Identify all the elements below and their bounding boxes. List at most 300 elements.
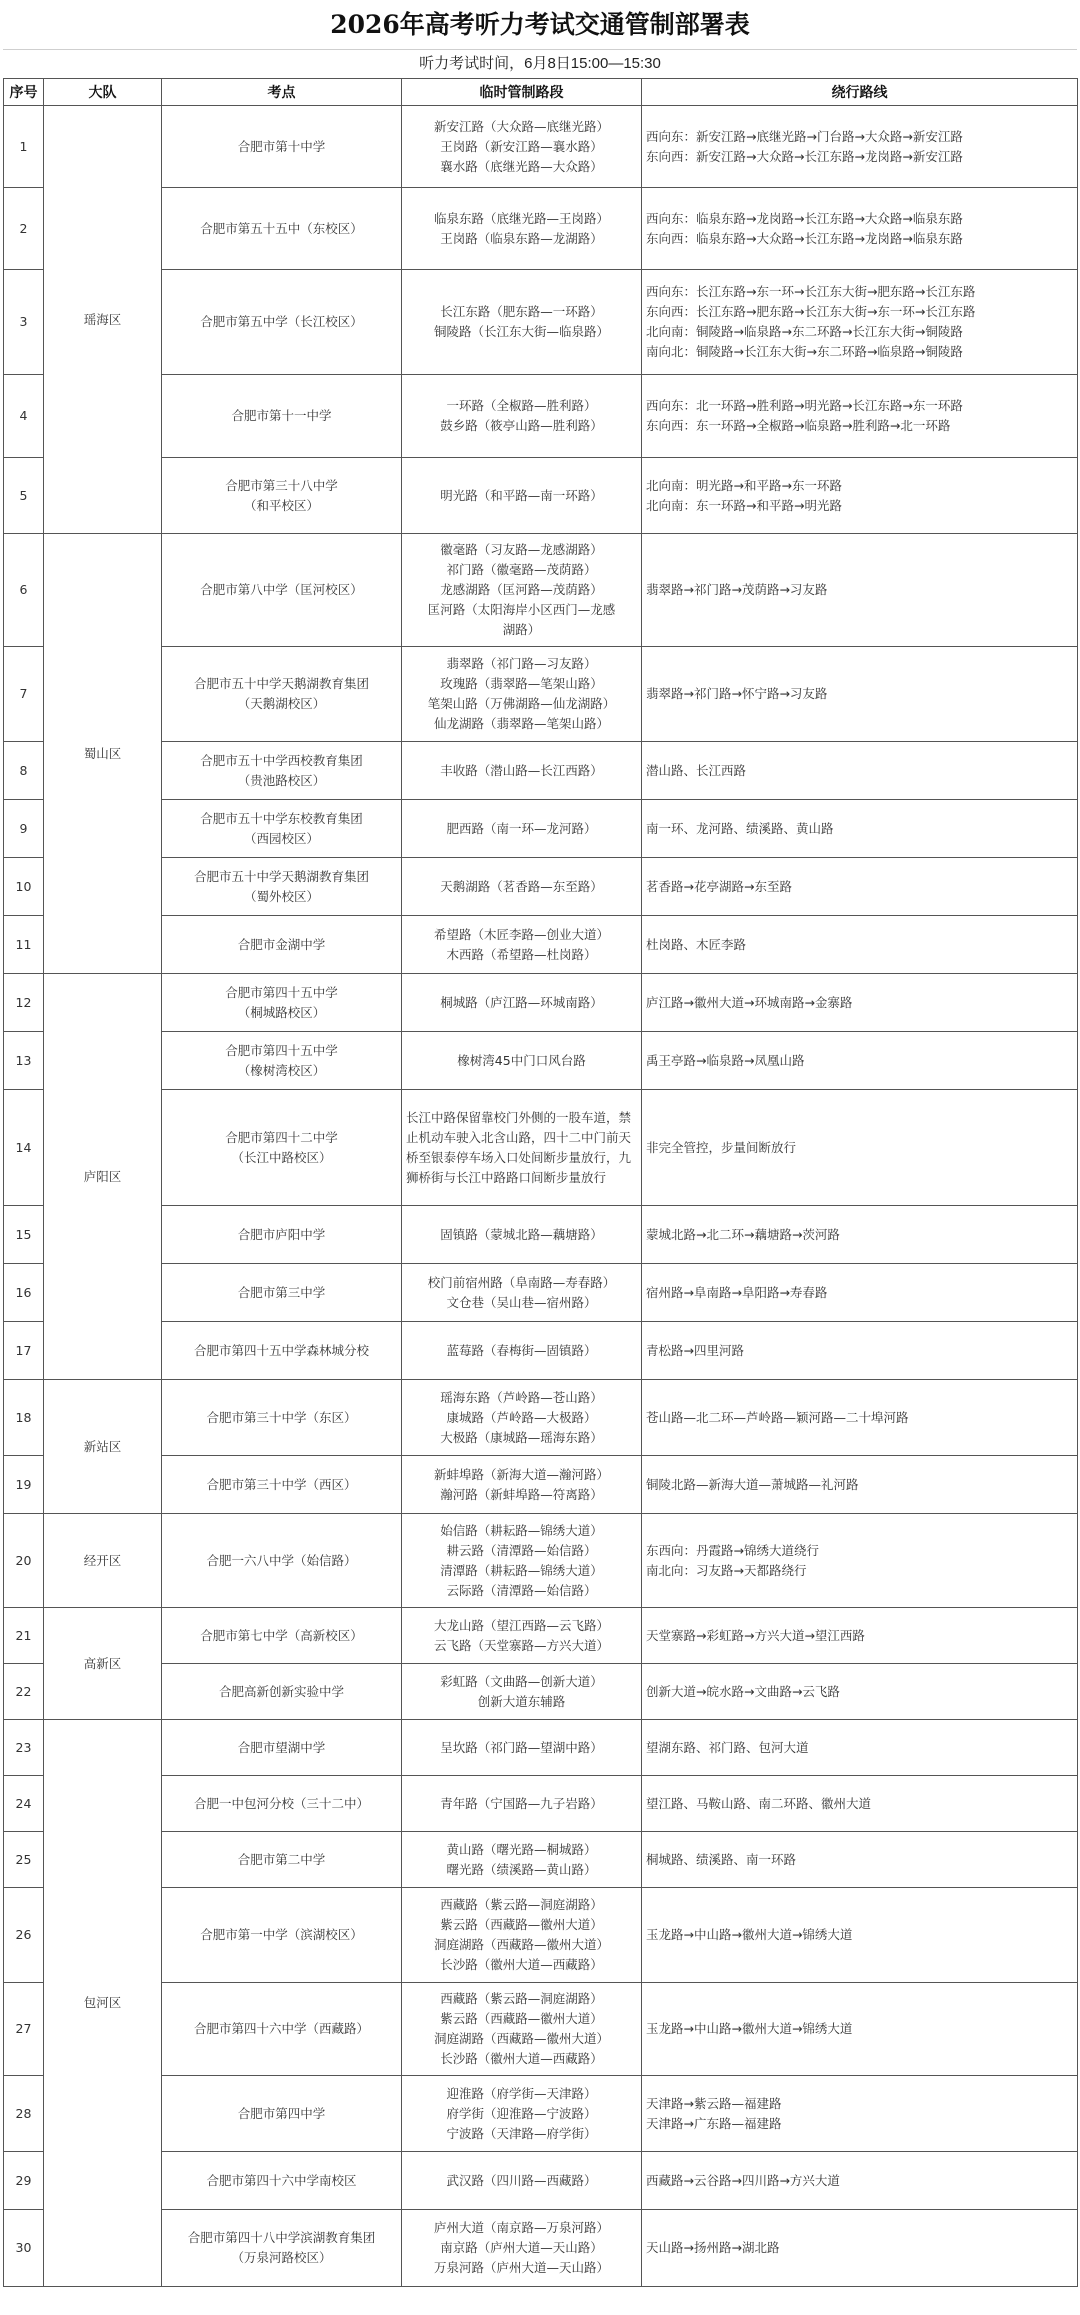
detour-route (642, 2076, 1078, 2152)
exam-site-line: 合肥市第一中学（滨湖校区） (200, 1927, 363, 1942)
team-cell: 经开区 (44, 1514, 162, 1608)
exam-site-line: 合肥市第三中学 (237, 1284, 326, 1300)
table-row (4, 1832, 1078, 1888)
controlled-roads-line: 洞庭湖路（西藏路—徽州大道） (433, 2031, 609, 2046)
controlled-roads (402, 534, 642, 647)
detour-route (642, 1832, 1078, 1888)
exam-site-line: 合肥市第三十中学（东区） (206, 1409, 357, 1425)
controlled-roads-line: 彩虹路（文曲路—创新大道） (440, 1673, 603, 1689)
detour-route (642, 2210, 1078, 2287)
exam-site-line: （桐城路校区） (237, 1004, 326, 1020)
team-cell: 蜀山区 (44, 534, 162, 974)
exam-site (162, 1888, 402, 1983)
controlled-roads (402, 1608, 642, 1664)
detour-route (642, 1664, 1078, 1720)
header-detour: 绕行路线 (642, 79, 1078, 106)
controlled-roads-line: 临泉东路（底继光路—王岗路） (433, 210, 609, 226)
detour-route (642, 1456, 1078, 1514)
controlled-roads-line: 宁波路（天津路—府学街） (446, 2125, 597, 2141)
controlled-roads-line: 洞庭湖路（西藏路—徽州大道） (433, 1937, 609, 1952)
table-row (4, 1983, 1078, 2076)
table-row (4, 1380, 1078, 1456)
exam-site (162, 1608, 402, 1664)
table-row (4, 1206, 1078, 1264)
controlled-roads (402, 1832, 642, 1888)
exam-site (162, 800, 402, 858)
controlled-roads-line: 西藏路（紫云路—洞庭湖路） (440, 1897, 603, 1912)
detour-route-line: 南一环、龙河路、绩溪路、黄山路 (646, 820, 834, 836)
controlled-roads (402, 1206, 642, 1264)
row-number: 1 (4, 106, 44, 188)
detour-route-line: 西向东：北一环路→胜利路→明光路→长江东路→东一环路 (646, 398, 963, 413)
detour-route-line: 潜山路、长江西路 (646, 762, 747, 778)
controlled-roads-line: 肥西路（南一环—龙河路） (446, 820, 597, 836)
detour-route-line: 翡翠路→祁门路→怀宁路→习友路 (646, 686, 828, 701)
exam-site (162, 1514, 402, 1608)
controlled-roads-line: 长江中路保留靠校门外侧的一股车道，禁止机动车驶入北含山路，四十二中门前天桥至银泰停车场入口处间断步量放行，九狮桥街与长江中路路口间断步量放行 (406, 1109, 632, 1185)
exam-site-line: （橡树湾校区） (237, 1062, 326, 1078)
header-site: 考点 (162, 79, 402, 106)
controlled-roads-line: 丰收路（潜山路—长江西路） (440, 762, 603, 778)
exam-site (162, 916, 402, 974)
header-team: 大队 (44, 79, 162, 106)
controlled-roads-line: 铜陵路（长江东大街—临泉路） (433, 324, 609, 339)
row-number: 6 (4, 534, 44, 647)
detour-route-line: 北向南：铜陵路→临泉路→东二环路→长江东大街→铜陵路 (646, 324, 963, 339)
row-number: 7 (4, 647, 44, 742)
controlled-roads-line: 府学街（迎淮路—宁波路） (446, 2105, 597, 2121)
controlled-roads-line: 橡树湾45中门口风台路 (457, 1052, 586, 1068)
detour-route (642, 1264, 1078, 1322)
controlled-roads (402, 2210, 642, 2287)
detour-route-line: 天津路→广东路—福建路 (646, 2115, 782, 2131)
exam-site (162, 188, 402, 270)
row-number: 17 (4, 1322, 44, 1380)
detour-route-line: 南向北：铜陵路→长江东大街→东二环路→临泉路→铜陵路 (646, 344, 963, 359)
controlled-roads (402, 974, 642, 1032)
team-cell: 包河区 (44, 1720, 162, 2287)
controlled-roads-line: 大极路（康城路—瑶海东路） (440, 1429, 603, 1445)
controlled-roads-line: 青年路（宁国路—九子岩路） (440, 1795, 603, 1811)
detour-route-line: 桐城路、绩溪路、南一环路 (646, 1851, 797, 1867)
detour-route-line: 玉龙路→中山路→徽州大道→锦绣大道 (646, 2021, 853, 2036)
row-number: 12 (4, 974, 44, 1032)
controlled-roads (402, 1983, 642, 2076)
exam-site-line: 合肥市第七中学（高新校区） (200, 1627, 363, 1643)
detour-route (642, 534, 1078, 647)
controlled-roads (402, 1776, 642, 1832)
controlled-roads-line: 瀚河路（新蚌埠路—符离路） (440, 1486, 603, 1502)
detour-route-line: 天堂寨路→彩虹路→方兴大道→望江西路 (646, 1627, 865, 1643)
detour-route (642, 1380, 1078, 1456)
exam-site-line: 合肥市五十中学东校教育集团 (200, 810, 363, 826)
row-number: 11 (4, 916, 44, 974)
table-row (4, 270, 1078, 375)
exam-site (162, 1322, 402, 1380)
detour-route (642, 742, 1078, 800)
row-number: 19 (4, 1456, 44, 1514)
detour-route (642, 1776, 1078, 1832)
detour-route-line: 宿州路→阜南路→阜阳路→寿春路 (646, 1284, 828, 1300)
row-number: 3 (4, 270, 44, 375)
team-cell: 高新区 (44, 1608, 162, 1720)
detour-route (642, 1720, 1078, 1776)
row-number: 18 (4, 1380, 44, 1456)
controlled-roads-line: 大龙山路（望江西路—云飞路） (433, 1617, 609, 1633)
exam-site-line: 合肥高新创新实验中学 (218, 1683, 344, 1699)
controlled-roads-line: 耕云路（清潭路—始信路） (446, 1542, 597, 1558)
controlled-roads-line: 希望路（木匠李路—创业大道） (433, 926, 609, 942)
row-number: 27 (4, 1983, 44, 2076)
detour-route-line: 望江路、马鞍山路、南二环路、徽州大道 (646, 1795, 872, 1811)
detour-route (642, 1206, 1078, 1264)
controlled-roads-line: 云际路（清潭路—始信路） (446, 1582, 597, 1598)
exam-site (162, 974, 402, 1032)
detour-route-line: 创新大道→皖水路→文曲路→云飞路 (646, 1683, 840, 1699)
exam-site (162, 375, 402, 458)
controlled-roads (402, 1456, 642, 1514)
controlled-roads-line: 云飞路（天堂寨路—方兴大道） (433, 1637, 609, 1653)
controlled-roads-line: 徽毫路（习友路—龙感湖路） (440, 542, 603, 557)
controlled-roads (402, 106, 642, 188)
table-row (4, 974, 1078, 1032)
table-body (4, 106, 1078, 2287)
exam-site-line: 合肥市五十中学天鹅湖教育集团 (193, 868, 369, 884)
row-number: 2 (4, 188, 44, 270)
controlled-roads-line: 文仓巷（吴山巷—宿州路） (446, 1294, 597, 1310)
detour-route-line: 玉龙路→中山路→徽州大道→锦绣大道 (646, 1927, 853, 1942)
table-row (4, 858, 1078, 916)
controlled-roads-line: 紫云路（西藏路—徽州大道） (440, 1917, 603, 1932)
header-no: 序号 (4, 79, 44, 106)
exam-site (162, 270, 402, 375)
controlled-roads-line: 湖路） (502, 622, 541, 637)
controlled-roads-line: 南京路（庐州大道—天山路） (440, 2240, 603, 2255)
exam-site-line: 合肥市第五十五中（东校区） (200, 220, 363, 236)
controlled-roads-line: 仙龙湖路（翡翠路—笔架山路） (433, 716, 609, 731)
exam-site-line: 合肥市第三十八中学 (225, 477, 338, 493)
detour-route (642, 1032, 1078, 1090)
controlled-roads-line: 明光路（和平路—南一环路） (440, 487, 603, 503)
table-row (4, 2210, 1078, 2287)
row-number: 5 (4, 458, 44, 534)
header-roads: 临时管制路段 (402, 79, 642, 106)
controlled-roads-line: 康城路（芦岭路—大极路） (446, 1409, 597, 1425)
detour-route-line: 铜陵北路—新海大道—萧城路—礼河路 (646, 1476, 859, 1492)
detour-route (642, 106, 1078, 188)
detour-route-line: 西向东：长江东路→东一环→长江东大街→肥东路→长江东路 (646, 284, 976, 299)
detour-route (642, 2152, 1078, 2210)
table-row (4, 1032, 1078, 1090)
row-number: 29 (4, 2152, 44, 2210)
exam-site-line: （长江中路校区） (231, 1149, 332, 1165)
controlled-roads-line: 始信路（耕耘路—锦绣大道） (440, 1522, 603, 1538)
controlled-roads (402, 1888, 642, 1983)
controlled-roads (402, 1032, 642, 1090)
detour-route (642, 974, 1078, 1032)
exam-site-line: 合肥市庐阳中学 (237, 1226, 326, 1242)
controlled-roads-line: 长沙路（徽州大道—西藏路） (440, 2051, 603, 2066)
row-number: 28 (4, 2076, 44, 2152)
exam-site-line: 合肥市第四十六中学南校区 (206, 2172, 357, 2188)
controlled-roads (402, 375, 642, 458)
detour-route (642, 188, 1078, 270)
exam-site-line: 合肥市第十中学 (237, 138, 326, 154)
table-row (4, 800, 1078, 858)
row-number: 30 (4, 2210, 44, 2287)
table-row (4, 106, 1078, 188)
detour-route-line: 天津路→紫云路—福建路 (646, 2095, 782, 2111)
exam-site (162, 1983, 402, 2076)
detour-route (642, 916, 1078, 974)
controlled-roads-line: 襄水路（底继光路—大众路） (440, 158, 603, 174)
detour-route (642, 800, 1078, 858)
detour-route-line: 禹王亭路→临泉路→凤凰山路 (646, 1052, 805, 1068)
exam-site (162, 1720, 402, 1776)
controlled-roads (402, 742, 642, 800)
controlled-roads (402, 188, 642, 270)
controlled-roads (402, 1264, 642, 1322)
exam-site-line: （贵池路校区） (237, 772, 326, 788)
detour-route (642, 1983, 1078, 2076)
detour-route-line: 天山路→扬州路→湖北路 (646, 2240, 780, 2255)
controlled-roads-line: 庐州大道（南京路—万泉河路） (433, 2220, 609, 2235)
exam-site (162, 534, 402, 647)
detour-route (642, 858, 1078, 916)
controlled-roads-line: 王岗路（临泉东路—龙湖路） (440, 230, 603, 246)
controlled-roads-line: 固镇路（蒙城北路—藕塘路） (440, 1226, 603, 1242)
detour-route-line: 西藏路→云谷路→四川路→方兴大道 (646, 2172, 840, 2188)
table-row (4, 742, 1078, 800)
exam-site (162, 2076, 402, 2152)
table-row (4, 2076, 1078, 2152)
exam-site-line: （天鹅湖校区） (237, 696, 326, 711)
exam-site-line: 合肥市第四十五中学 (225, 1042, 338, 1058)
controlled-roads (402, 2152, 642, 2210)
table-row (4, 647, 1078, 742)
table-row (4, 534, 1078, 647)
table-row (4, 458, 1078, 534)
table-row (4, 1264, 1078, 1322)
detour-route (642, 458, 1078, 534)
detour-route-line: 望湖东路、祁门路、包河大道 (646, 1739, 809, 1755)
exam-site (162, 858, 402, 916)
detour-route (642, 270, 1078, 375)
row-number: 4 (4, 375, 44, 458)
controlled-roads-line: 新安江路（大众路—底继光路） (433, 118, 609, 134)
controlled-roads-line: 黄山路（曙光路—桐城路） (446, 1841, 597, 1857)
controlled-roads-line: 曙光路（绩溪路—黄山路） (446, 1861, 597, 1877)
exam-site-line: （万泉河路校区） (231, 2250, 332, 2265)
exam-site-line: 合肥市第四十二中学 (225, 1129, 338, 1145)
row-number: 20 (4, 1514, 44, 1608)
controlled-roads (402, 1380, 642, 1456)
detour-route (642, 1608, 1078, 1664)
controlled-roads-line: 笔架山路（万佛湖路—仙龙湖路） (427, 696, 616, 711)
controlled-roads (402, 800, 642, 858)
row-number: 16 (4, 1264, 44, 1322)
controlled-roads-line: 长江东路（肥东路—一环路） (440, 304, 603, 319)
exam-site-line: 合肥市五十中学西校教育集团 (200, 752, 363, 768)
controlled-roads-line: 长沙路（徽州大道—西藏路） (440, 1957, 603, 1972)
detour-route-line: 苍山路—北二环—芦岭路—颖河路—二十埠河路 (646, 1409, 909, 1425)
exam-site-line: 合肥市金湖中学 (237, 936, 326, 952)
exam-site (162, 1664, 402, 1720)
table-row (4, 1456, 1078, 1514)
controlled-roads-line: 天鹅湖路（茗香路—东至路） (440, 878, 603, 894)
exam-site (162, 1832, 402, 1888)
exam-site (162, 1456, 402, 1514)
detour-route-line: 翡翠路→祁门路→茂荫路→习友路 (646, 582, 828, 597)
controlled-roads-line: 新蚌埠路（新海大道—瀚河路） (433, 1466, 609, 1482)
controlled-roads-line: 迎淮路（府学街—天津路） (446, 2085, 597, 2101)
detour-route-line: 东西向：丹霞路→锦绣大道绕行 (646, 1542, 819, 1558)
exam-site (162, 1032, 402, 1090)
controlled-roads (402, 647, 642, 742)
exam-site-line: 合肥市第四十八中学滨湖教育集团 (187, 2230, 376, 2245)
table-row (4, 916, 1078, 974)
controlled-roads (402, 1720, 642, 1776)
table-row (4, 1608, 1078, 1664)
team-cell: 新站区 (44, 1380, 162, 1514)
table-header-row (4, 79, 1078, 106)
exam-site-line: 合肥市望湖中学 (237, 1739, 326, 1755)
controlled-roads-line: 玫瑰路（翡翠路—笔架山路） (440, 676, 603, 691)
controlled-roads-line: 蓝莓路（春梅街—固镇路） (446, 1342, 597, 1358)
detour-route-line: 东向西：新安江路→大众路→长江东路→龙岗路→新安江路 (646, 148, 963, 164)
row-number: 10 (4, 858, 44, 916)
controlled-roads (402, 2076, 642, 2152)
exam-site-line: （西园校区） (243, 830, 319, 846)
detour-route (642, 1090, 1078, 1206)
detour-route (642, 1888, 1078, 1983)
detour-route-line: 西向东：临泉东路→龙岗路→长江东路→大众路→临泉东路 (646, 210, 963, 226)
row-number: 23 (4, 1720, 44, 1776)
controlled-roads-line: 创新大道东辅路 (477, 1693, 566, 1709)
controlled-roads-line: 清潭路（耕耘路—锦绣大道） (440, 1562, 603, 1578)
row-number: 25 (4, 1832, 44, 1888)
exam-site-line: 合肥一六八中学（始信路） (206, 1552, 357, 1568)
exam-site (162, 1380, 402, 1456)
exam-site-line: 合肥市第三十中学（西区） (206, 1476, 357, 1492)
row-number: 9 (4, 800, 44, 858)
detour-route-line: 东向西：长江东路→肥东路→长江东大街→东一环→长江东路 (646, 304, 976, 319)
exam-site (162, 458, 402, 534)
controlled-roads-line: 一环路（全椒路—胜利路） (446, 398, 597, 413)
exam-site-line: （蜀外校区） (243, 888, 319, 904)
row-number: 13 (4, 1032, 44, 1090)
table-row (4, 1322, 1078, 1380)
detour-route (642, 647, 1078, 742)
detour-route-line: 东向西：临泉东路→大众路→长江东路→龙岗路→临泉东路 (646, 230, 963, 246)
exam-site-line: 合肥市第四十六中学（西藏路） (193, 2021, 369, 2036)
exam-site (162, 1090, 402, 1206)
controlled-roads-line: 呈坎路（祁门路—望湖中路） (440, 1739, 603, 1755)
table-row (4, 1720, 1078, 1776)
exam-site-line: 合肥市第五中学（长江校区） (200, 314, 363, 329)
exam-site-line: 合肥市第四中学 (237, 2105, 326, 2121)
team-cell: 瑶海区 (44, 106, 162, 534)
exam-time-subtitle: 听力考试时间，6月8日15:00—15:30 (419, 55, 661, 72)
detour-route-line: 庐江路→徽州大道→环城南路→金寨路 (646, 994, 853, 1010)
table-row (4, 1514, 1078, 1608)
exam-site (162, 742, 402, 800)
traffic-control-table (3, 78, 1078, 2287)
detour-route-line: 南北向：习友路→天都路绕行 (646, 1562, 807, 1578)
detour-route-line: 茗香路→花亭湖路→东至路 (646, 878, 792, 894)
row-number: 14 (4, 1090, 44, 1206)
detour-route (642, 1514, 1078, 1608)
controlled-roads (402, 858, 642, 916)
controlled-roads-line: 瑶海东路（芦岭路—苍山路） (440, 1389, 603, 1405)
exam-site-line: 合肥市第二中学 (237, 1851, 326, 1867)
controlled-roads (402, 916, 642, 974)
exam-site-line: 合肥市第十一中学 (231, 408, 332, 423)
page-title: 2026年高考听力考试交通管制部署表 (3, 0, 1077, 50)
detour-route-line: 杜岗路、木匠李路 (646, 936, 747, 952)
table-row (4, 1090, 1078, 1206)
exam-site-line: 合肥市第八中学（匡河校区） (200, 582, 363, 597)
detour-route-line: 西向东：新安江路→底继光路→门台路→大众路→新安江路 (646, 128, 963, 144)
exam-site (162, 1776, 402, 1832)
controlled-roads (402, 1090, 642, 1206)
controlled-roads-line: 木西路（希望路—杜岗路） (446, 946, 597, 962)
table-row (4, 1664, 1078, 1720)
table-row (4, 2152, 1078, 2210)
exam-site (162, 647, 402, 742)
exam-site-line: 合肥市第四十五中学森林城分校 (193, 1342, 369, 1358)
controlled-roads (402, 1322, 642, 1380)
controlled-roads (402, 270, 642, 375)
table-row (4, 188, 1078, 270)
controlled-roads-line: 祁门路（徽毫路—茂荫路） (446, 562, 597, 577)
controlled-roads-line: 鼓乡路（筱亭山路—胜利路） (440, 418, 603, 433)
table-row (4, 375, 1078, 458)
detour-route-line: 蒙城北路→北二环→藕塘路→茨河路 (646, 1226, 840, 1242)
controlled-roads-line: 紫云路（西藏路—徽州大道） (440, 2011, 603, 2026)
row-number: 24 (4, 1776, 44, 1832)
controlled-roads-line: 桐城路（庐江路—环城南路） (440, 994, 603, 1010)
controlled-roads-line: 武汉路（四川路—西藏路） (446, 2172, 597, 2188)
detour-route-line: 北向南：东一环路→和平路→明光路 (646, 497, 842, 513)
row-number: 22 (4, 1664, 44, 1720)
row-number: 15 (4, 1206, 44, 1264)
exam-site-line: 合肥市五十中学天鹅湖教育集团 (193, 676, 369, 691)
detour-route-line: 非完全管控，步量间断放行 (646, 1139, 797, 1155)
exam-site-line: 合肥市第四十五中学 (225, 984, 338, 1000)
exam-site (162, 1206, 402, 1264)
table-row (4, 1776, 1078, 1832)
row-number: 21 (4, 1608, 44, 1664)
controlled-roads (402, 1664, 642, 1720)
exam-site (162, 2210, 402, 2287)
detour-route (642, 375, 1078, 458)
team-cell: 庐阳区 (44, 974, 162, 1380)
exam-site (162, 2152, 402, 2210)
controlled-roads-line: 西藏路（紫云路—洞庭湖路） (440, 1991, 603, 2006)
controlled-roads-line: 王岗路（新安江路—襄水路） (440, 138, 603, 154)
controlled-roads (402, 1514, 642, 1608)
detour-route-line: 青松路→四里河路 (646, 1342, 744, 1358)
controlled-roads (402, 458, 642, 534)
row-number: 26 (4, 1888, 44, 1983)
controlled-roads-line: 万泉河路（庐州大道—天山路） (433, 2260, 609, 2275)
controlled-roads-line: 校门前宿州路（阜南路—寿春路） (427, 1274, 616, 1290)
controlled-roads-line: 匡河路（太阳海岸小区西门—龙感 (427, 602, 616, 617)
row-number: 8 (4, 742, 44, 800)
exam-site-line: 合肥一中包河分校（三十二中） (193, 1795, 369, 1811)
controlled-roads-line: 龙感湖路（匡河路—茂荫路） (440, 582, 603, 597)
